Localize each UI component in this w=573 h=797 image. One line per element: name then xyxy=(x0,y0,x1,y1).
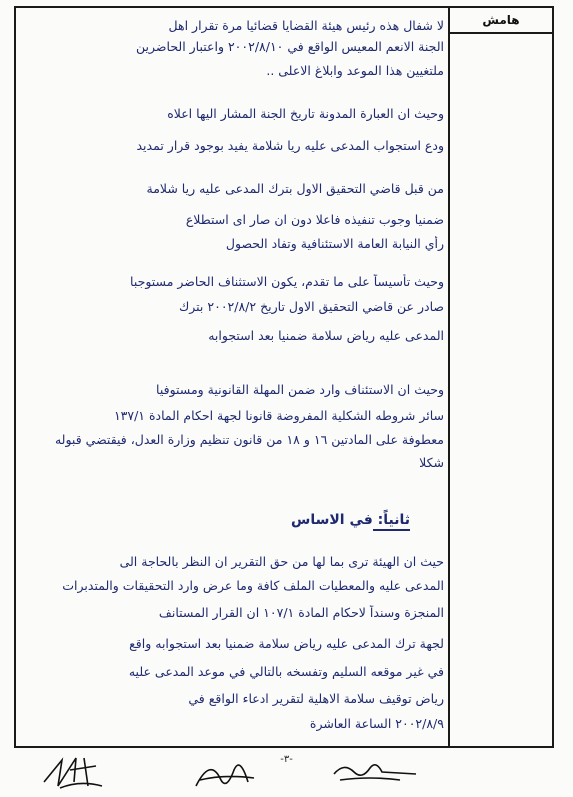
page-number: -٣- xyxy=(280,754,293,765)
signature-right xyxy=(330,752,420,788)
text-line: لجهة ترك المدعى عليه رياض سلامة ضمنيا بعد استجوابه واقع xyxy=(129,636,444,651)
text-line: المدعى عليه والمعطيات الملف كافة وما عرض وارد التحقيقات والمتدبرات xyxy=(62,578,444,593)
text-line: وحيث تأسيساً على ما تقدم، يكون الاستثناف الحاضر مستوجبا xyxy=(130,274,444,289)
margin-column xyxy=(448,8,552,746)
text-line: حيث ان الهيئة ترى بما لها من حق التقرير ان النظر بالحاجة الى xyxy=(119,554,444,569)
text-line: سائر شروطه الشكلية المفروضة قانونا لجهة احكام المادة ١٣٧/١ xyxy=(113,408,444,423)
text-line: وحيث ان العبارة المدونة تاريخ الجنة المشار اليها اعلاه xyxy=(167,106,444,121)
text-line: الجنة الانعم المعيس الواقع في ٢٠٠٢/٨/١٠ واعتبار الحاضرين xyxy=(136,39,444,54)
text-line: معطوفة على المادتين ١٦ و ١٨ من قانون تنظيم وزارة العدل، فيقتضي قبوله xyxy=(54,432,444,447)
signature-left xyxy=(40,752,110,794)
text-line: وحيث ان الاستئناف وارد ضمن المهلة القانونية ومستوفيا xyxy=(156,382,444,397)
text-line: ٢٠٠٢/٨/٩ الساعة العاشرة xyxy=(309,716,444,731)
text-line: رأي النيابة العامة الاستئنافية وتفاد الحصول xyxy=(225,236,444,251)
margin-header: هامش xyxy=(450,8,552,34)
text-line: رياض توقيف سلامة الاهلية لتقرير ادعاء الواقع في xyxy=(188,691,444,706)
text-line: ملتغيين هذا الموعد وابلاغ الاعلى .. xyxy=(266,63,444,78)
text-line: ودع استجواب المدعى عليه ريا شلامة يفيد بوجود قرار تمديد xyxy=(136,138,444,153)
text-line: المدعى عليه رياض سلامة ضمنيا بعد استجوابه xyxy=(208,328,444,343)
main-text-column xyxy=(16,8,450,746)
section-heading-text: في الاساس xyxy=(291,512,373,528)
page-frame xyxy=(14,6,554,748)
text-line: المنجزة وسنداً لاحكام المادة ١٠٧/١ ان القرار المستانف xyxy=(158,605,444,620)
text-line: من قبل قاضي التحقيق الاول بترك المدعى عليه ريا شلامة xyxy=(146,181,444,196)
text-line: صادر عن قاضي التحقيق الاول تاريخ ٢٠٠٢/٨/٢ بترك xyxy=(178,299,444,314)
text-line: لا شفال هذه رئيس هيئة القضايا قضائيا مرة تقرار اهل xyxy=(168,18,444,33)
section-heading-prefix: ثانياً: xyxy=(373,512,410,531)
text-line: ضمنيا وجوب تنفيذه فاعلا دون ان صار اى استطلاع xyxy=(185,212,444,227)
text-line: في غير موقعه السليم وتفسخه بالتالي في موعد المدعى عليه xyxy=(128,664,444,679)
section-heading xyxy=(291,512,410,528)
text-line: شكلا xyxy=(419,455,444,470)
signature-middle xyxy=(190,752,260,794)
